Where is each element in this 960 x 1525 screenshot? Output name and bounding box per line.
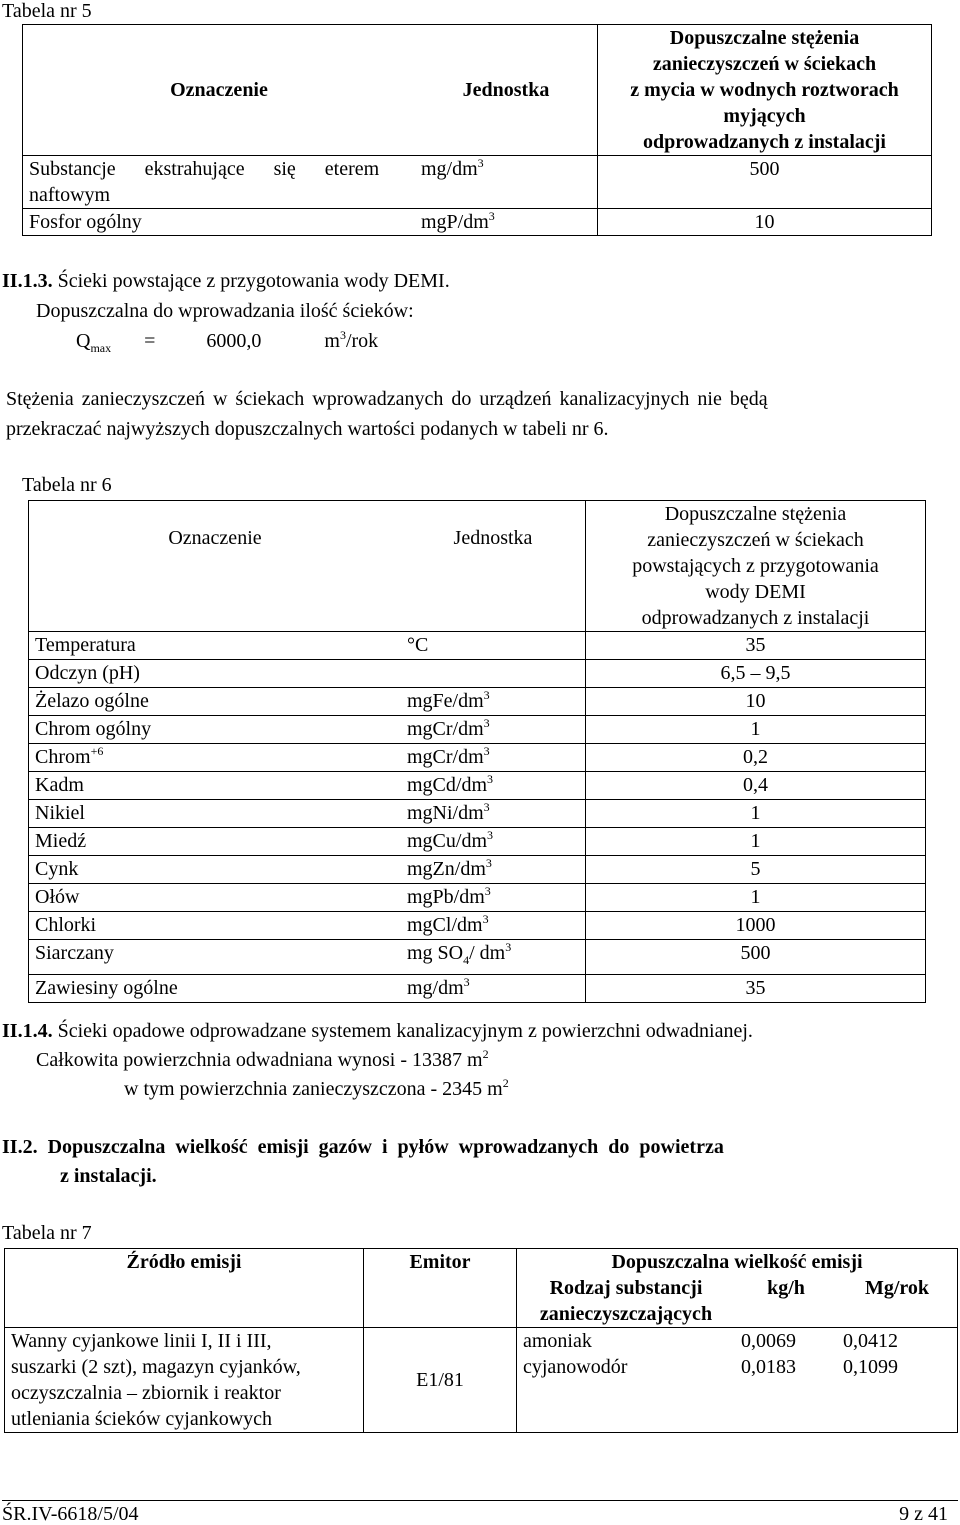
t6-row-name: Zawiesiny ogólne	[29, 975, 402, 1003]
table6-row	[29, 716, 926, 744]
t6-row-unit: mgZn/$dm^3$	[401, 856, 586, 884]
table6-row	[29, 744, 926, 772]
t6-row-value: 6,5 – 9,5	[586, 660, 926, 688]
table6-row	[29, 828, 926, 856]
footer-left: ŚR.IV-6618/5/04	[2, 1503, 139, 1525]
t6-row-unit: mgFe/$dm^3$	[401, 688, 586, 716]
table6-row	[29, 688, 926, 716]
t5-row-value: 10	[598, 209, 932, 236]
t6-row-unit: °C	[401, 632, 586, 660]
t7-header-kgh: kg/h	[735, 1275, 837, 1328]
t6-row-unit: mgCr/$dm^3$	[401, 716, 586, 744]
t5-header-dop: Dopuszczalne stężenia zanieczyszczeń w ściekach z mycia w wodnych roztworach myjących odprowadzanych z instalacji	[598, 25, 932, 156]
t6-row-unit: mgCr/$dm^3$	[401, 744, 586, 772]
t6-row-unit: mgCu/$dm^3$	[401, 828, 586, 856]
section-114-heading: II.1.4. Ścieki opadowe odprowadzane systemem kanalizacyjnym z powierzchni odwadnianej.	[2, 1020, 753, 1042]
section-113-qmax: $Q_{max} = 6000,0$ $m^3$/rok	[76, 328, 379, 355]
t6-row-value: 1	[586, 800, 926, 828]
section-2-heading-cont: z instalacji.	[60, 1165, 157, 1187]
table6	[28, 500, 926, 1003]
table6-caption: Tabela nr 6	[22, 474, 112, 496]
t6-row-name: Chrom ogólny	[29, 716, 402, 744]
t6-row-value: 0,2	[586, 744, 926, 772]
footer-page-number: 9 z 41	[899, 1503, 948, 1525]
t6-row-unit: mgCd/$dm^3$	[401, 772, 586, 800]
t7-header-mgrok: Mg/rok	[837, 1275, 958, 1328]
t6-row-unit: mgCl/$dm^3$	[401, 912, 586, 940]
t6-row-value: 35	[586, 632, 926, 660]
t5-row-name: Substancje ekstrahujące się eterem naftowym	[23, 156, 416, 209]
t6-row-name: Miedź	[29, 828, 402, 856]
t6-row-unit: mgNi/$dm^3$	[401, 800, 586, 828]
table6-row	[29, 772, 926, 800]
table6-row	[29, 660, 926, 688]
section-2-heading: II.2. Dopuszczalna wielkość emisji gazów i pyłów wprowadzanych do powietrza	[2, 1136, 724, 1158]
table7	[4, 1248, 958, 1433]
table6-row	[29, 800, 926, 828]
t7-mgrok: 0,0412 0,1099	[837, 1328, 958, 1433]
t6-row-name: Nikiel	[29, 800, 402, 828]
table6-row	[29, 884, 926, 912]
t5-row-unit: $mg/dm^3$	[415, 156, 598, 209]
t6-row-name: Chrom$^{+6}$	[29, 744, 402, 772]
table5-caption: Tabela nr 5	[2, 0, 92, 22]
t7-header-emitor: Emitor	[364, 1249, 517, 1276]
t6-row-value: 1000	[586, 912, 926, 940]
t6-row-value: 1	[586, 828, 926, 856]
table6-row	[29, 940, 926, 975]
t6-row-value: 500	[586, 940, 926, 975]
t5-row-unit: mgP/$dm^3$	[415, 209, 598, 236]
table6-row	[29, 632, 926, 660]
section-113-para1: Stężenia zanieczyszczeń w ściekach wprowadzanych do urządzeń kanalizacyjnych nie będą	[6, 388, 768, 410]
table6-row	[29, 975, 926, 1003]
section-114-line2: Całkowita powierzchnia odwadniana wynosi - 13387 $m^2$	[36, 1047, 489, 1071]
t6-row-name: Chlorki	[29, 912, 402, 940]
t6-header-oznaczenie: Oznaczenie	[29, 501, 402, 632]
t6-row-unit: mgPb/$dm^3$	[401, 884, 586, 912]
t6-row-unit: $mg/dm^3$	[401, 975, 586, 1003]
section-113-heading: II.1.3. Ścieki powstające z przygotowania wody DEMI.	[2, 270, 450, 292]
t7-substances: amoniak cyjanowodór	[517, 1328, 736, 1433]
t6-row-unit	[401, 660, 586, 688]
t6-row-unit: mg $SO_4/$ $dm^3$	[401, 940, 586, 975]
t6-row-value: 1	[586, 884, 926, 912]
t7-source: Wanny cyjankowe linii I, II i III, suszarki (2 szt), magazyn cyjanków, oczyszczalnia – zbiornik i reaktor utleniania ścieków cyjankowych	[5, 1328, 364, 1433]
t7-header-rodzaj: Rodzaj substancji zanieczyszczających	[517, 1275, 736, 1328]
t6-row-value: 10	[586, 688, 926, 716]
t6-header-jednostka: Jednostka	[401, 501, 586, 632]
t6-row-name: Temperatura	[29, 632, 402, 660]
table6-row	[29, 856, 926, 884]
t5-row-name: Fosfor ogólny	[23, 209, 416, 236]
table6-row	[29, 912, 926, 940]
t6-row-value: 5	[586, 856, 926, 884]
t7-emitor: E1/81	[364, 1328, 517, 1433]
t6-row-name: Siarczany	[29, 940, 402, 975]
section-113-line2: Dopuszczalna do wprowadzania ilość ścieków:	[36, 300, 414, 322]
t6-row-name: Cynk	[29, 856, 402, 884]
footer-rule	[2, 1500, 958, 1501]
t6-row-name: Kadm	[29, 772, 402, 800]
section-113-para2: przekraczać najwyższych dopuszczalnych wartości podanych w tabeli nr 6.	[6, 418, 609, 440]
t6-row-value: 0,4	[586, 772, 926, 800]
t6-header-dop: Dopuszczalne stężenia zanieczyszczeń w ściekach powstających z przygotowania wody DEMI odprowadzanych z instalacji	[586, 501, 926, 632]
t5-header-oznaczenie: Oznaczenie	[23, 25, 416, 156]
section-114-line3: w tym powierzchnia zanieczyszczona - 2345 $m^2$	[124, 1076, 509, 1100]
table5	[22, 24, 932, 236]
t6-row-name: Odczyn (pH)	[29, 660, 402, 688]
t6-row-name: Ołów	[29, 884, 402, 912]
t6-row-value: 35	[586, 975, 926, 1003]
t7-header-dop: Dopuszczalna wielkość emisji	[517, 1249, 958, 1276]
t6-row-value: 1	[586, 716, 926, 744]
t5-header-jednostka: Jednostka	[415, 25, 598, 156]
t6-row-name: Żelazo ogólne	[29, 688, 402, 716]
t7-kgh: 0,0069 0,0183	[735, 1328, 837, 1433]
t7-header-zrodlo: Źródło emisji	[5, 1249, 364, 1276]
table7-caption: Tabela nr 7	[2, 1222, 92, 1244]
t5-row-value: 500	[598, 156, 932, 209]
